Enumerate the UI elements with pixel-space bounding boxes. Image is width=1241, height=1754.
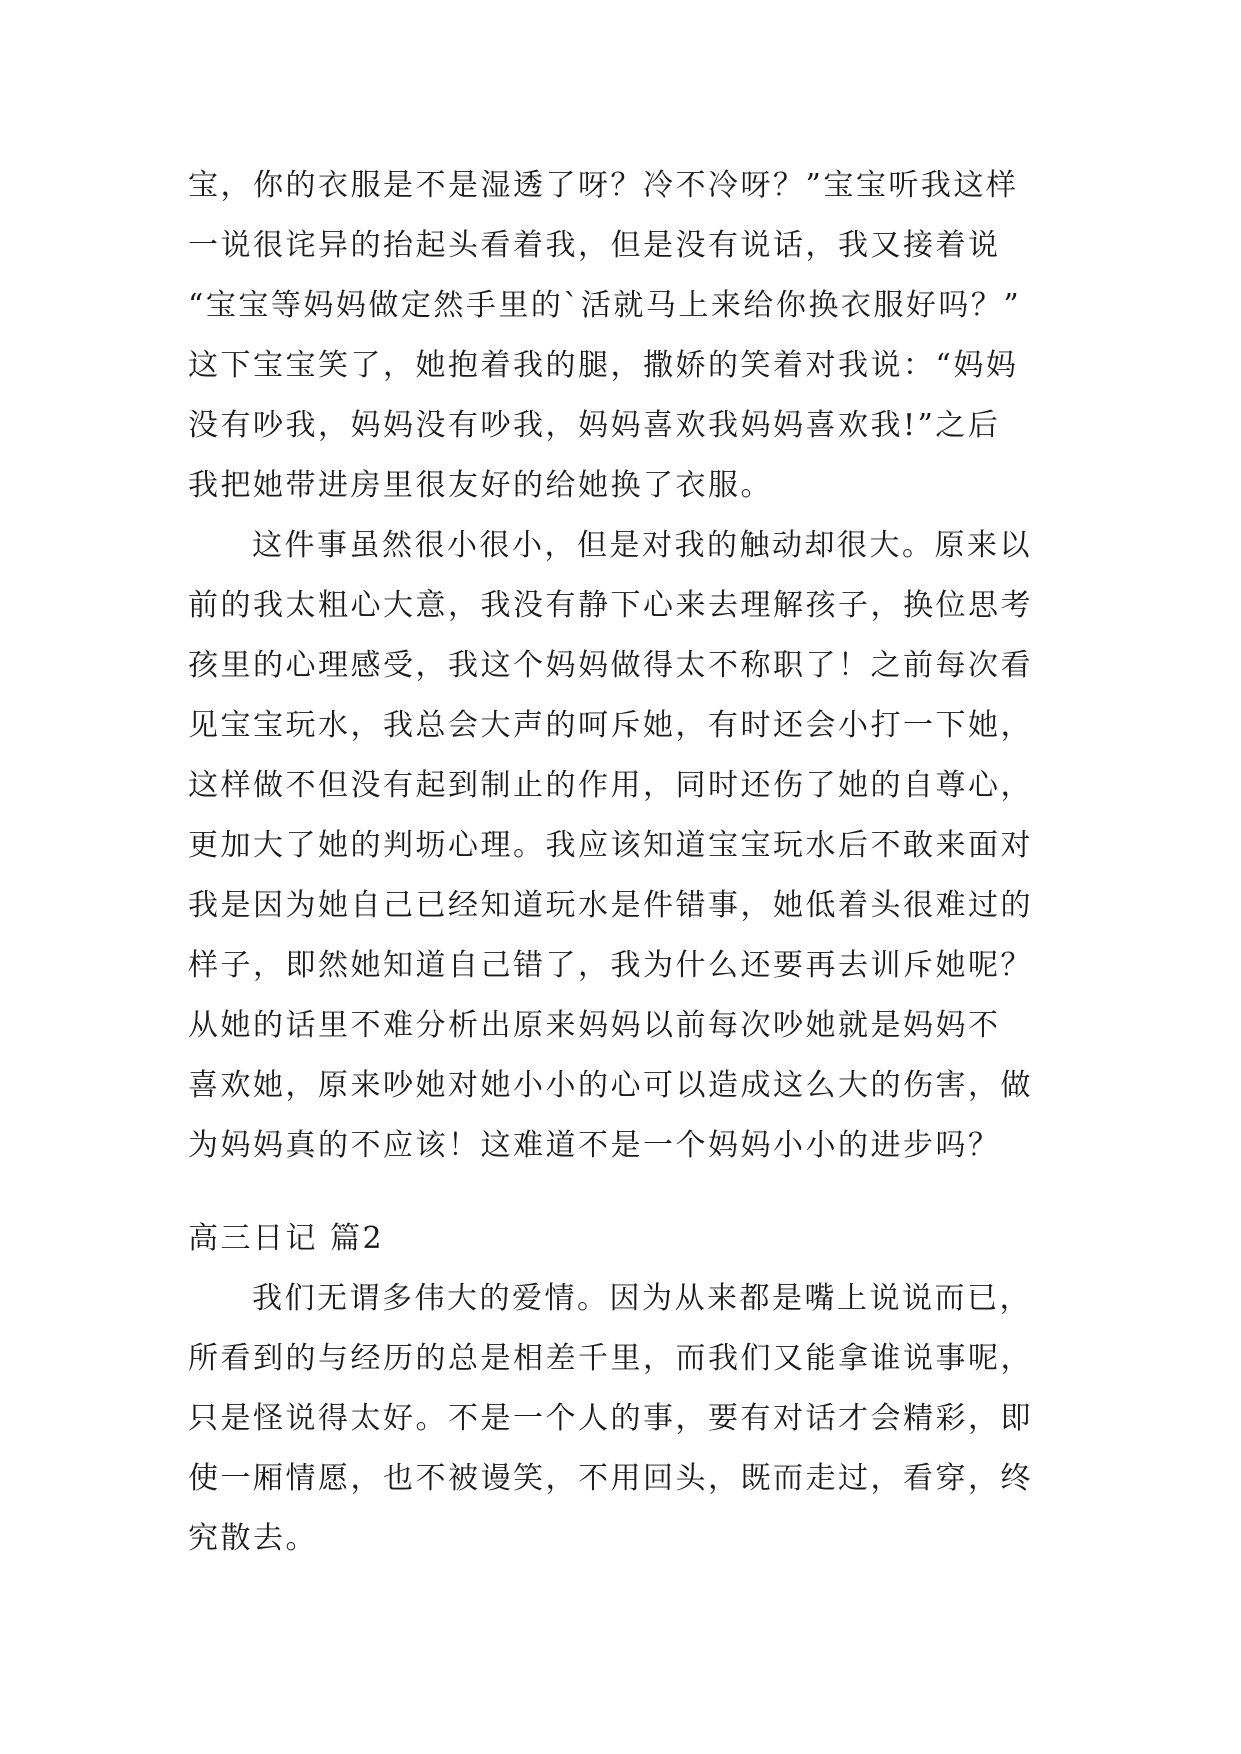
- text-line: 这样做不但没有起到制止的作用，同时还伤了她的自尊心，: [188, 768, 1033, 803]
- text-line: 究散去。: [188, 1521, 318, 1556]
- text-line: 我是因为她自己已经知道玩水是件错事，她低着头很难过的: [188, 888, 1033, 923]
- text-line: 见宝宝玩水，我总会大声的呵斥她，有时还会小打一下她，: [188, 708, 1033, 743]
- text-line: 孩里的心理感受，我这个妈妈做得太不称职了！之前每次看: [188, 648, 1033, 683]
- text-line: 宝，你的衣服是不是湿透了呀？冷不冷呀？”宝宝听我这样: [188, 168, 1019, 203]
- text-line: 使一厢情愿，也不被谩笑，不用回头，既而走过，看穿，终: [188, 1461, 1033, 1496]
- paragraph-3: [188, 1269, 1068, 1569]
- text-line: 前的我太粗心大意，我没有静下心来去理解孩子，换位思考: [188, 588, 1033, 623]
- paragraph-1: [188, 156, 1068, 516]
- text-line: 我们无谓多伟大的爱情。因为从来都是嘴上说说而已，: [252, 1281, 1032, 1316]
- text-line: 只是怪说得太好。不是一个人的事，要有对话才会精彩，即: [188, 1401, 1033, 1436]
- text-line: 没有吵我，妈妈没有吵我，妈妈喜欢我妈妈喜欢我!”之后: [188, 408, 1001, 443]
- paragraph-2: [188, 516, 1068, 1176]
- text-line: “宝宝等妈妈做定然手里的`活就马上来给你换衣服好吗？”: [188, 288, 1022, 323]
- text-line: 所看到的与经历的总是相差千里，而我们又能拿谁说事呢，: [188, 1341, 1033, 1376]
- text-line: 样子，即然她知道自己错了，我为什么还要再去训斥她呢？: [188, 948, 1033, 983]
- text-line: 我把她带进房里很友好的给她换了衣服。: [188, 468, 773, 503]
- text-line: 一说很诧异的抬起头看着我，但是没有说话，我又接着说: [188, 228, 1001, 263]
- text-line: 喜欢她，原来吵她对她小小的心可以造成这么大的伤害，做: [188, 1068, 1033, 1103]
- section-heading: [188, 1209, 1068, 1269]
- heading-text: 高三日记 篇2: [188, 1221, 385, 1256]
- text-line: 从她的话里不难分析出原来妈妈以前每次吵她就是妈妈不: [188, 1008, 1001, 1043]
- text-line: 更加大了她的判坜心理。我应该知道宝宝玩水后不敢来面对: [188, 828, 1033, 863]
- text-line: 这件事虽然很小很小，但是对我的触动却很大。原来以: [252, 528, 1032, 563]
- text-line: 这下宝宝笑了，她抱着我的腿，撒娇的笑着对我说：“妈妈: [188, 348, 1019, 383]
- text-line: 为妈妈真的不应该！这难道不是一个妈妈小小的进步吗？: [188, 1128, 1001, 1163]
